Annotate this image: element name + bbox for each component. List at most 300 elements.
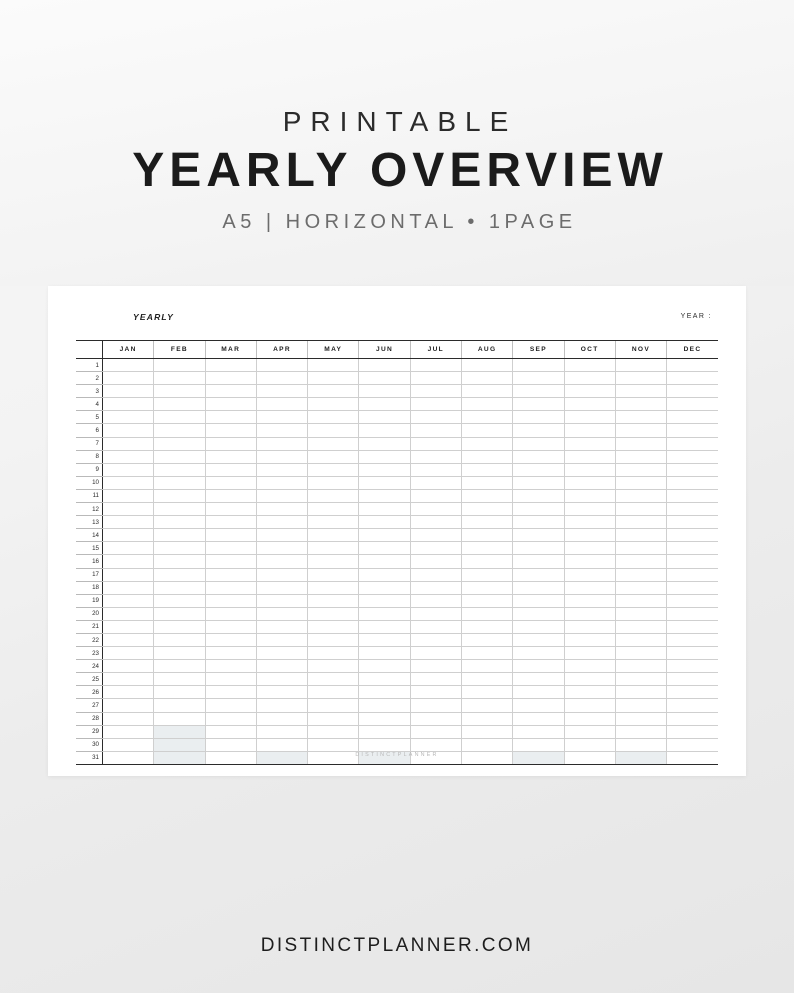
cell-feb-8[interactable] [154, 450, 205, 463]
cell-mar-22[interactable] [205, 633, 256, 646]
cell-aug-22[interactable] [461, 633, 512, 646]
cell-oct-8[interactable] [564, 450, 615, 463]
cell-jan-25[interactable] [103, 673, 154, 686]
cell-aug-5[interactable] [461, 411, 512, 424]
cell-may-12[interactable] [308, 503, 359, 516]
cell-oct-6[interactable] [564, 424, 615, 437]
cell-jun-26[interactable] [359, 686, 410, 699]
cell-aug-7[interactable] [461, 437, 512, 450]
cell-dec-15[interactable] [667, 542, 718, 555]
cell-apr-19[interactable] [256, 594, 307, 607]
cell-oct-9[interactable] [564, 463, 615, 476]
cell-jan-19[interactable] [103, 594, 154, 607]
cell-may-13[interactable] [308, 516, 359, 529]
cell-jun-2[interactable] [359, 372, 410, 385]
cell-sep-22[interactable] [513, 633, 564, 646]
cell-nov-29[interactable] [615, 725, 666, 738]
cell-nov-10[interactable] [615, 476, 666, 489]
cell-may-14[interactable] [308, 529, 359, 542]
cell-mar-2[interactable] [205, 372, 256, 385]
cell-jun-21[interactable] [359, 620, 410, 633]
cell-mar-23[interactable] [205, 647, 256, 660]
cell-feb-4[interactable] [154, 398, 205, 411]
cell-jan-2[interactable] [103, 372, 154, 385]
cell-jun-15[interactable] [359, 542, 410, 555]
cell-apr-12[interactable] [256, 503, 307, 516]
cell-apr-26[interactable] [256, 686, 307, 699]
cell-apr-21[interactable] [256, 620, 307, 633]
cell-apr-10[interactable] [256, 476, 307, 489]
cell-jun-17[interactable] [359, 568, 410, 581]
cell-oct-10[interactable] [564, 476, 615, 489]
cell-feb-5[interactable] [154, 411, 205, 424]
cell-sep-1[interactable] [513, 359, 564, 372]
cell-jun-11[interactable] [359, 489, 410, 502]
cell-feb-15[interactable] [154, 542, 205, 555]
cell-jun-10[interactable] [359, 476, 410, 489]
cell-dec-13[interactable] [667, 516, 718, 529]
cell-jan-5[interactable] [103, 411, 154, 424]
cell-mar-25[interactable] [205, 673, 256, 686]
cell-may-16[interactable] [308, 555, 359, 568]
cell-jan-16[interactable] [103, 555, 154, 568]
cell-nov-25[interactable] [615, 673, 666, 686]
cell-sep-9[interactable] [513, 463, 564, 476]
cell-oct-28[interactable] [564, 712, 615, 725]
cell-mar-30[interactable] [205, 738, 256, 751]
cell-may-15[interactable] [308, 542, 359, 555]
cell-jul-10[interactable] [410, 476, 461, 489]
cell-jul-9[interactable] [410, 463, 461, 476]
cell-feb-29[interactable] [154, 725, 205, 738]
cell-feb-18[interactable] [154, 581, 205, 594]
cell-aug-25[interactable] [461, 673, 512, 686]
cell-dec-19[interactable] [667, 594, 718, 607]
cell-feb-17[interactable] [154, 568, 205, 581]
cell-oct-1[interactable] [564, 359, 615, 372]
cell-jul-5[interactable] [410, 411, 461, 424]
cell-jan-29[interactable] [103, 725, 154, 738]
cell-jun-8[interactable] [359, 450, 410, 463]
cell-feb-26[interactable] [154, 686, 205, 699]
cell-jul-26[interactable] [410, 686, 461, 699]
cell-aug-15[interactable] [461, 542, 512, 555]
cell-jun-23[interactable] [359, 647, 410, 660]
cell-sep-23[interactable] [513, 647, 564, 660]
cell-may-29[interactable] [308, 725, 359, 738]
cell-nov-6[interactable] [615, 424, 666, 437]
cell-may-11[interactable] [308, 489, 359, 502]
cell-may-21[interactable] [308, 620, 359, 633]
cell-nov-18[interactable] [615, 581, 666, 594]
cell-apr-14[interactable] [256, 529, 307, 542]
cell-dec-29[interactable] [667, 725, 718, 738]
cell-nov-8[interactable] [615, 450, 666, 463]
cell-jan-4[interactable] [103, 398, 154, 411]
cell-dec-10[interactable] [667, 476, 718, 489]
cell-apr-4[interactable] [256, 398, 307, 411]
cell-jun-4[interactable] [359, 398, 410, 411]
cell-jan-24[interactable] [103, 660, 154, 673]
cell-jul-30[interactable] [410, 738, 461, 751]
cell-jan-17[interactable] [103, 568, 154, 581]
cell-may-8[interactable] [308, 450, 359, 463]
cell-jan-11[interactable] [103, 489, 154, 502]
cell-may-18[interactable] [308, 581, 359, 594]
cell-mar-8[interactable] [205, 450, 256, 463]
cell-oct-30[interactable] [564, 738, 615, 751]
cell-feb-16[interactable] [154, 555, 205, 568]
cell-jun-1[interactable] [359, 359, 410, 372]
cell-jun-27[interactable] [359, 699, 410, 712]
cell-nov-30[interactable] [615, 738, 666, 751]
cell-mar-14[interactable] [205, 529, 256, 542]
cell-sep-4[interactable] [513, 398, 564, 411]
cell-jul-22[interactable] [410, 633, 461, 646]
cell-may-23[interactable] [308, 647, 359, 660]
cell-may-5[interactable] [308, 411, 359, 424]
cell-jul-20[interactable] [410, 607, 461, 620]
cell-nov-24[interactable] [615, 660, 666, 673]
cell-aug-9[interactable] [461, 463, 512, 476]
cell-mar-17[interactable] [205, 568, 256, 581]
cell-feb-25[interactable] [154, 673, 205, 686]
cell-aug-2[interactable] [461, 372, 512, 385]
cell-nov-4[interactable] [615, 398, 666, 411]
cell-jul-6[interactable] [410, 424, 461, 437]
cell-feb-22[interactable] [154, 633, 205, 646]
cell-feb-28[interactable] [154, 712, 205, 725]
cell-apr-16[interactable] [256, 555, 307, 568]
cell-jan-23[interactable] [103, 647, 154, 660]
cell-nov-13[interactable] [615, 516, 666, 529]
cell-oct-4[interactable] [564, 398, 615, 411]
cell-mar-28[interactable] [205, 712, 256, 725]
cell-may-4[interactable] [308, 398, 359, 411]
cell-jun-28[interactable] [359, 712, 410, 725]
cell-dec-28[interactable] [667, 712, 718, 725]
cell-dec-16[interactable] [667, 555, 718, 568]
cell-jun-22[interactable] [359, 633, 410, 646]
cell-mar-12[interactable] [205, 503, 256, 516]
cell-apr-6[interactable] [256, 424, 307, 437]
cell-jun-7[interactable] [359, 437, 410, 450]
cell-sep-21[interactable] [513, 620, 564, 633]
cell-mar-6[interactable] [205, 424, 256, 437]
cell-mar-1[interactable] [205, 359, 256, 372]
cell-feb-9[interactable] [154, 463, 205, 476]
cell-jun-29[interactable] [359, 725, 410, 738]
cell-aug-6[interactable] [461, 424, 512, 437]
cell-jun-3[interactable] [359, 385, 410, 398]
cell-feb-20[interactable] [154, 607, 205, 620]
cell-apr-9[interactable] [256, 463, 307, 476]
cell-apr-18[interactable] [256, 581, 307, 594]
cell-aug-1[interactable] [461, 359, 512, 372]
cell-mar-4[interactable] [205, 398, 256, 411]
cell-aug-19[interactable] [461, 594, 512, 607]
cell-sep-19[interactable] [513, 594, 564, 607]
cell-jul-16[interactable] [410, 555, 461, 568]
cell-jul-27[interactable] [410, 699, 461, 712]
cell-mar-5[interactable] [205, 411, 256, 424]
cell-sep-26[interactable] [513, 686, 564, 699]
cell-aug-13[interactable] [461, 516, 512, 529]
cell-nov-5[interactable] [615, 411, 666, 424]
cell-jul-7[interactable] [410, 437, 461, 450]
cell-aug-10[interactable] [461, 476, 512, 489]
cell-mar-11[interactable] [205, 489, 256, 502]
cell-nov-17[interactable] [615, 568, 666, 581]
cell-jun-6[interactable] [359, 424, 410, 437]
cell-jul-11[interactable] [410, 489, 461, 502]
cell-dec-1[interactable] [667, 359, 718, 372]
cell-dec-25[interactable] [667, 673, 718, 686]
cell-sep-13[interactable] [513, 516, 564, 529]
cell-jul-1[interactable] [410, 359, 461, 372]
cell-may-9[interactable] [308, 463, 359, 476]
cell-sep-10[interactable] [513, 476, 564, 489]
cell-jun-25[interactable] [359, 673, 410, 686]
cell-nov-9[interactable] [615, 463, 666, 476]
cell-jul-13[interactable] [410, 516, 461, 529]
cell-sep-30[interactable] [513, 738, 564, 751]
cell-apr-17[interactable] [256, 568, 307, 581]
cell-mar-19[interactable] [205, 594, 256, 607]
cell-apr-7[interactable] [256, 437, 307, 450]
cell-dec-2[interactable] [667, 372, 718, 385]
cell-feb-13[interactable] [154, 516, 205, 529]
cell-may-19[interactable] [308, 594, 359, 607]
cell-jun-20[interactable] [359, 607, 410, 620]
cell-aug-29[interactable] [461, 725, 512, 738]
cell-mar-20[interactable] [205, 607, 256, 620]
cell-oct-13[interactable] [564, 516, 615, 529]
cell-dec-8[interactable] [667, 450, 718, 463]
cell-sep-8[interactable] [513, 450, 564, 463]
cell-nov-20[interactable] [615, 607, 666, 620]
cell-aug-4[interactable] [461, 398, 512, 411]
cell-nov-2[interactable] [615, 372, 666, 385]
cell-jan-22[interactable] [103, 633, 154, 646]
cell-may-3[interactable] [308, 385, 359, 398]
cell-oct-5[interactable] [564, 411, 615, 424]
cell-nov-11[interactable] [615, 489, 666, 502]
cell-nov-19[interactable] [615, 594, 666, 607]
cell-sep-24[interactable] [513, 660, 564, 673]
cell-mar-27[interactable] [205, 699, 256, 712]
cell-sep-27[interactable] [513, 699, 564, 712]
cell-oct-18[interactable] [564, 581, 615, 594]
cell-apr-25[interactable] [256, 673, 307, 686]
cell-oct-2[interactable] [564, 372, 615, 385]
cell-sep-25[interactable] [513, 673, 564, 686]
cell-jun-9[interactable] [359, 463, 410, 476]
cell-dec-7[interactable] [667, 437, 718, 450]
cell-jun-13[interactable] [359, 516, 410, 529]
cell-dec-24[interactable] [667, 660, 718, 673]
cell-jun-5[interactable] [359, 411, 410, 424]
cell-mar-15[interactable] [205, 542, 256, 555]
cell-oct-7[interactable] [564, 437, 615, 450]
cell-dec-11[interactable] [667, 489, 718, 502]
cell-aug-14[interactable] [461, 529, 512, 542]
cell-apr-3[interactable] [256, 385, 307, 398]
cell-jan-15[interactable] [103, 542, 154, 555]
cell-dec-22[interactable] [667, 633, 718, 646]
cell-sep-14[interactable] [513, 529, 564, 542]
cell-jul-8[interactable] [410, 450, 461, 463]
cell-mar-16[interactable] [205, 555, 256, 568]
cell-sep-12[interactable] [513, 503, 564, 516]
cell-nov-14[interactable] [615, 529, 666, 542]
cell-mar-10[interactable] [205, 476, 256, 489]
cell-jan-3[interactable] [103, 385, 154, 398]
cell-oct-3[interactable] [564, 385, 615, 398]
cell-nov-21[interactable] [615, 620, 666, 633]
cell-apr-24[interactable] [256, 660, 307, 673]
cell-may-24[interactable] [308, 660, 359, 673]
cell-jun-24[interactable] [359, 660, 410, 673]
cell-jul-14[interactable] [410, 529, 461, 542]
cell-jun-16[interactable] [359, 555, 410, 568]
cell-may-28[interactable] [308, 712, 359, 725]
cell-apr-28[interactable] [256, 712, 307, 725]
cell-feb-19[interactable] [154, 594, 205, 607]
cell-may-26[interactable] [308, 686, 359, 699]
cell-nov-7[interactable] [615, 437, 666, 450]
cell-may-25[interactable] [308, 673, 359, 686]
cell-apr-5[interactable] [256, 411, 307, 424]
cell-oct-27[interactable] [564, 699, 615, 712]
cell-nov-3[interactable] [615, 385, 666, 398]
cell-feb-27[interactable] [154, 699, 205, 712]
cell-may-1[interactable] [308, 359, 359, 372]
cell-sep-20[interactable] [513, 607, 564, 620]
cell-dec-27[interactable] [667, 699, 718, 712]
cell-oct-22[interactable] [564, 633, 615, 646]
cell-feb-12[interactable] [154, 503, 205, 516]
cell-mar-7[interactable] [205, 437, 256, 450]
cell-feb-7[interactable] [154, 437, 205, 450]
cell-jul-12[interactable] [410, 503, 461, 516]
cell-apr-1[interactable] [256, 359, 307, 372]
cell-feb-21[interactable] [154, 620, 205, 633]
cell-aug-23[interactable] [461, 647, 512, 660]
cell-aug-11[interactable] [461, 489, 512, 502]
cell-dec-4[interactable] [667, 398, 718, 411]
cell-feb-14[interactable] [154, 529, 205, 542]
cell-nov-12[interactable] [615, 503, 666, 516]
cell-jul-15[interactable] [410, 542, 461, 555]
cell-aug-21[interactable] [461, 620, 512, 633]
cell-sep-2[interactable] [513, 372, 564, 385]
cell-apr-13[interactable] [256, 516, 307, 529]
cell-oct-20[interactable] [564, 607, 615, 620]
cell-may-17[interactable] [308, 568, 359, 581]
cell-sep-17[interactable] [513, 568, 564, 581]
cell-oct-11[interactable] [564, 489, 615, 502]
cell-sep-29[interactable] [513, 725, 564, 738]
cell-sep-18[interactable] [513, 581, 564, 594]
cell-nov-28[interactable] [615, 712, 666, 725]
cell-nov-27[interactable] [615, 699, 666, 712]
cell-jun-18[interactable] [359, 581, 410, 594]
cell-jul-18[interactable] [410, 581, 461, 594]
cell-mar-9[interactable] [205, 463, 256, 476]
cell-mar-18[interactable] [205, 581, 256, 594]
cell-oct-24[interactable] [564, 660, 615, 673]
cell-may-22[interactable] [308, 633, 359, 646]
cell-apr-23[interactable] [256, 647, 307, 660]
cell-nov-15[interactable] [615, 542, 666, 555]
cell-jan-6[interactable] [103, 424, 154, 437]
cell-jul-17[interactable] [410, 568, 461, 581]
cell-oct-14[interactable] [564, 529, 615, 542]
cell-nov-1[interactable] [615, 359, 666, 372]
cell-aug-12[interactable] [461, 503, 512, 516]
cell-aug-28[interactable] [461, 712, 512, 725]
cell-mar-29[interactable] [205, 725, 256, 738]
cell-feb-11[interactable] [154, 489, 205, 502]
cell-dec-21[interactable] [667, 620, 718, 633]
cell-jul-19[interactable] [410, 594, 461, 607]
cell-nov-22[interactable] [615, 633, 666, 646]
cell-dec-18[interactable] [667, 581, 718, 594]
cell-dec-14[interactable] [667, 529, 718, 542]
cell-dec-17[interactable] [667, 568, 718, 581]
cell-aug-3[interactable] [461, 385, 512, 398]
cell-jun-14[interactable] [359, 529, 410, 542]
cell-oct-16[interactable] [564, 555, 615, 568]
cell-jan-27[interactable] [103, 699, 154, 712]
cell-mar-26[interactable] [205, 686, 256, 699]
cell-aug-8[interactable] [461, 450, 512, 463]
cell-nov-16[interactable] [615, 555, 666, 568]
cell-jan-21[interactable] [103, 620, 154, 633]
cell-sep-16[interactable] [513, 555, 564, 568]
cell-jan-10[interactable] [103, 476, 154, 489]
cell-dec-3[interactable] [667, 385, 718, 398]
cell-mar-3[interactable] [205, 385, 256, 398]
cell-sep-5[interactable] [513, 411, 564, 424]
cell-nov-23[interactable] [615, 647, 666, 660]
cell-may-20[interactable] [308, 607, 359, 620]
cell-jul-29[interactable] [410, 725, 461, 738]
cell-aug-17[interactable] [461, 568, 512, 581]
cell-aug-26[interactable] [461, 686, 512, 699]
cell-dec-12[interactable] [667, 503, 718, 516]
cell-aug-27[interactable] [461, 699, 512, 712]
cell-feb-2[interactable] [154, 372, 205, 385]
cell-jan-13[interactable] [103, 516, 154, 529]
cell-jun-19[interactable] [359, 594, 410, 607]
cell-sep-15[interactable] [513, 542, 564, 555]
cell-dec-9[interactable] [667, 463, 718, 476]
cell-jul-2[interactable] [410, 372, 461, 385]
cell-sep-3[interactable] [513, 385, 564, 398]
cell-apr-8[interactable] [256, 450, 307, 463]
cell-apr-30[interactable] [256, 738, 307, 751]
cell-jan-12[interactable] [103, 503, 154, 516]
cell-jan-9[interactable] [103, 463, 154, 476]
cell-aug-30[interactable] [461, 738, 512, 751]
cell-oct-15[interactable] [564, 542, 615, 555]
cell-feb-6[interactable] [154, 424, 205, 437]
cell-apr-22[interactable] [256, 633, 307, 646]
cell-oct-25[interactable] [564, 673, 615, 686]
cell-feb-23[interactable] [154, 647, 205, 660]
